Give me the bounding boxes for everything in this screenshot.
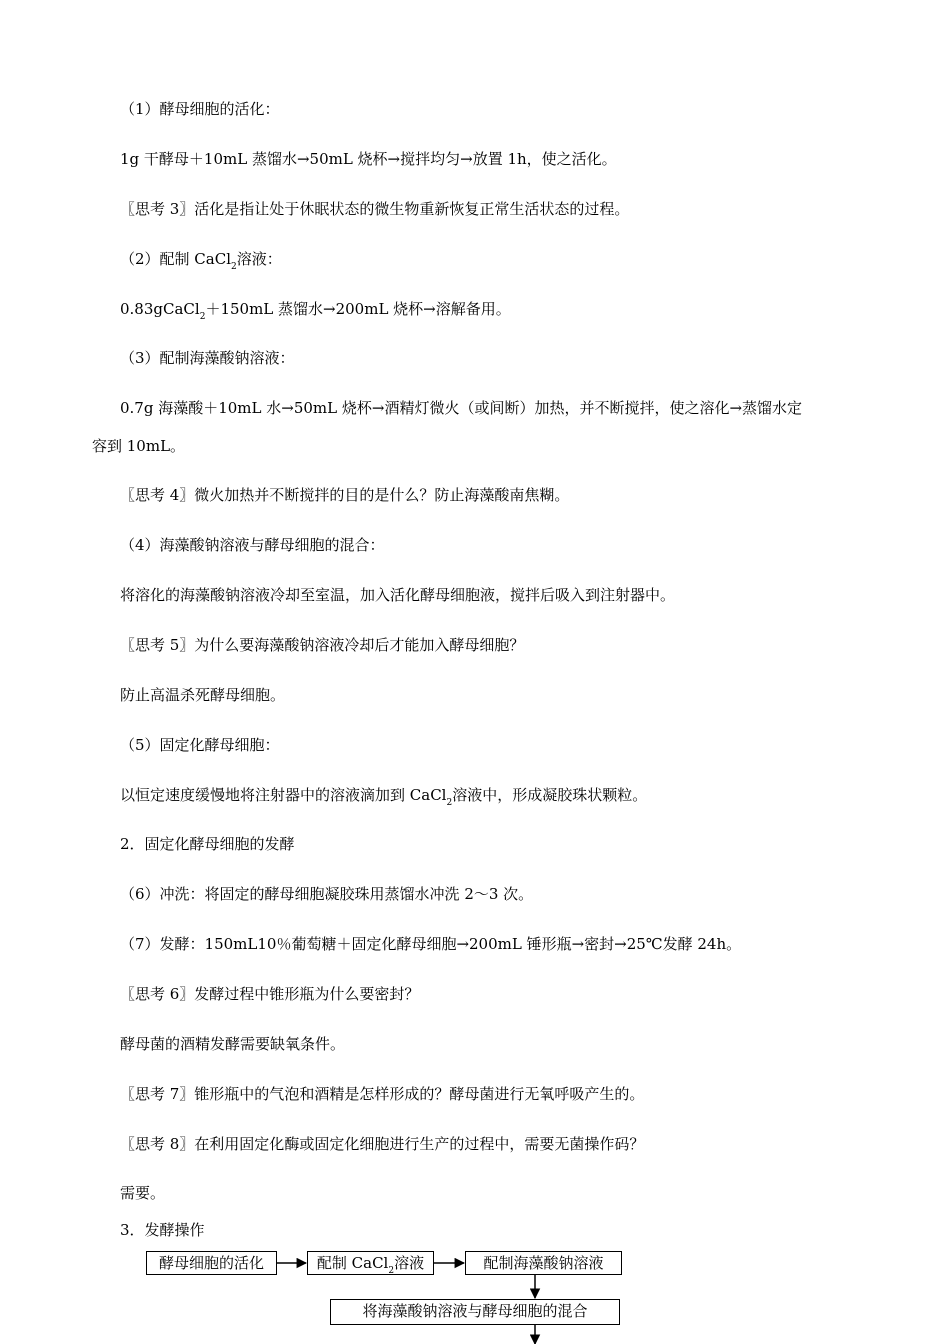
think-5: 〖思考 5〗为什么要海藻酸钠溶液冷却后才能加入酵母细胞？ bbox=[120, 636, 525, 654]
step-4-heading: （4）海藻酸钠溶液与酵母细胞的混合： bbox=[120, 536, 385, 554]
step-1-text: 1g 干酵母＋10mL 蒸馏水→50mL 烧杯→搅拌均匀→放置 1h，使之活化。 bbox=[120, 150, 617, 168]
think-8: 〖思考 8〗在利用固定化酶或固定化细胞进行生产的过程中，需要无菌操作码？ bbox=[120, 1135, 645, 1153]
step-3-text-cont: 容到 10mL。 bbox=[92, 437, 186, 455]
step-5-heading: （5）固定化酵母细胞： bbox=[120, 736, 280, 754]
step-5-text-tail: 溶液中，形成凝胶珠状颗粒。 bbox=[452, 786, 648, 804]
think-8-answer: 需要。 bbox=[120, 1184, 166, 1202]
step-2-heading-subscript: 2 bbox=[231, 262, 237, 272]
section-2-heading: 2．固定化酵母细胞的发酵 bbox=[120, 835, 295, 853]
step-2-heading-tail: 溶液： bbox=[236, 250, 282, 268]
flow-box-activation: 酵母细胞的活化 bbox=[146, 1251, 277, 1275]
step-2-heading-main: （2）配制 CaCl bbox=[120, 250, 232, 268]
flow-box-mixing: 将海藻酸钠溶液与酵母细胞的混合 bbox=[330, 1299, 620, 1325]
think-6-answer: 酵母菌的酒精发酵需要缺氧条件。 bbox=[120, 1035, 346, 1053]
flow-box-cacl2-tail: 溶液 bbox=[394, 1254, 425, 1272]
think-4: 〖思考 4〗微火加热并不断搅拌的目的是什么？防止海藻酸南焦糊。 bbox=[120, 486, 570, 504]
step-2-text-tail: ＋150mL 蒸馏水→200mL 烧杯→溶解备用。 bbox=[205, 300, 511, 318]
step-7-text: （7）发酵：150mL10％葡萄糖＋固定化酵母细胞→200mL 锤形瓶→密封→25℃发酵 24h。 bbox=[120, 935, 742, 953]
think-3: 〖思考 3〗活化是指让处于休眠状态的微生物重新恢复正常生活状态的过程。 bbox=[120, 200, 630, 218]
section-3-heading: 3．发酵操作 bbox=[120, 1221, 205, 1239]
step-3-heading: （3）配制海藻酸钠溶液： bbox=[120, 349, 295, 367]
flow-box-cacl2-subscript: 2 bbox=[388, 1266, 395, 1276]
think-5-answer: 防止高温杀死酵母细胞。 bbox=[120, 686, 286, 704]
step-4-text: 将溶化的海藻酸钠溶液冷却至室温，加入活化酵母细胞液，搅拌后吸入到注射器中。 bbox=[120, 586, 676, 604]
step-3-text: 0.7g 海藻酸＋10mL 水→50mL 烧杯→酒精灯微火（或间断）加热，并不断搅拌，使之溶化→蒸馏水定 bbox=[120, 399, 803, 417]
step-6-text: （6）冲洗：将固定的酵母细胞凝胶珠用蒸馏水冲洗 2～3 次。 bbox=[120, 885, 534, 903]
think-6: 〖思考 6〗发酵过程中锥形瓶为什么要密封？ bbox=[120, 985, 420, 1003]
flow-box-cacl2-main: 配制 CaCl bbox=[316, 1254, 389, 1272]
step-5-text-main: 以恒定速度缓慢地将注射器中的溶液滴加到 CaCl bbox=[120, 786, 447, 804]
step-1-heading: （1）酵母细胞的活化： bbox=[120, 100, 280, 118]
flow-box-alginate: 配制海藻酸钠溶液 bbox=[465, 1251, 622, 1275]
step-5-text-subscript: 2 bbox=[446, 798, 453, 808]
step-2-text-subscript: 2 bbox=[199, 312, 206, 322]
step-2-text-main: 0.83gCaCl bbox=[120, 300, 200, 318]
think-7: 〖思考 7〗锥形瓶中的气泡和酒精是怎样形成的？酵母菌进行无氧呼吸产生的。 bbox=[120, 1085, 645, 1103]
